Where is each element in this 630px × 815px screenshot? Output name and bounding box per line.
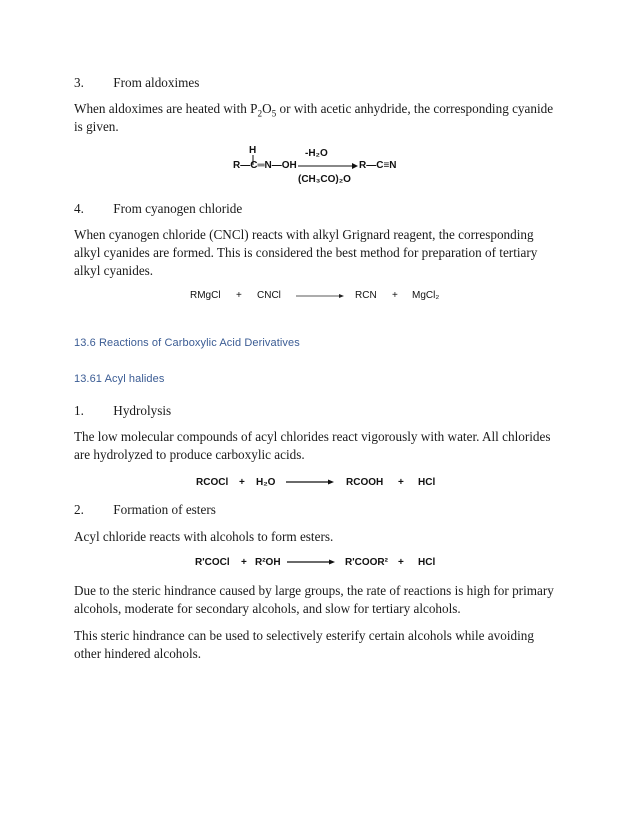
reaction-product-c: RCN — [355, 290, 377, 301]
section-title: From cyanogen chloride — [113, 201, 243, 216]
reaction-condition-above: -H₂O — [305, 148, 328, 159]
section-heading-13-6: 13.6 Reactions of Carboxylic Acid Derivatives — [74, 337, 300, 349]
reaction-plus: + — [236, 290, 242, 301]
section-number: 1. — [74, 403, 84, 418]
reaction-plus: + — [392, 290, 398, 301]
reaction-plus: + — [241, 557, 247, 568]
reaction-arrow — [296, 293, 344, 299]
reaction-product-c: R'COOR² — [345, 557, 388, 568]
paragraph-selective: This steric hindrance can be used to selectively esterify certain alcohols while avoiding other hindered alcohols. — [74, 628, 534, 661]
reaction-plus: + — [398, 477, 404, 488]
reaction-product-d: HCl — [418, 557, 436, 568]
reaction-arrow — [287, 559, 335, 565]
section-3-heading — [74, 74, 560, 92]
paragraph-esters: Acyl chloride reacts with alcohols to form esters. — [74, 529, 334, 544]
reaction-condition-below: (CH₃CO)₂O — [298, 174, 351, 185]
reaction-reactant-a: RCOCl — [196, 477, 229, 488]
reaction-product-d: MgCl₂ — [412, 290, 440, 301]
section-2-heading — [74, 501, 560, 519]
section-number: 2. — [74, 502, 84, 517]
section-heading-13-61: 13.61 Acyl halides — [74, 373, 165, 385]
section-title: Formation of esters — [113, 502, 216, 517]
paragraph-hydrolysis: The low molecular compounds of acyl chlorides react vigorously with water. All chlorides are hydrolyzed to produce carboxylic acids. — [74, 429, 551, 462]
section-number: 3. — [74, 75, 84, 90]
reaction-h-label: H — [249, 145, 257, 156]
reaction-reactant: R—C═N—OH — [233, 160, 297, 171]
reaction-reactant-b: R²OH — [255, 557, 281, 568]
reaction-reactant-b: H₂O — [256, 477, 276, 488]
section-title: From aldoximes — [113, 75, 200, 90]
section-title: Hydrolysis — [113, 403, 172, 418]
reaction-product-c: RCOOH — [346, 477, 384, 488]
section-4-heading — [74, 200, 560, 218]
reaction-reactant-b: CNCl — [257, 290, 281, 301]
reaction-reactant-a: R'COCl — [195, 557, 230, 568]
reaction-product: R—C≡N — [359, 160, 397, 171]
reaction-plus: + — [398, 557, 404, 568]
reaction-arrow — [286, 479, 334, 485]
reaction-plus: + — [239, 477, 245, 488]
reaction-reactant-a: RMgCl — [190, 290, 221, 301]
reaction-arrow — [298, 162, 358, 170]
reaction-product-d: HCl — [418, 477, 436, 488]
section-number: 4. — [74, 201, 84, 216]
paragraph-cyanogen: When cyanogen chloride (CNCl) reacts with alkyl Grignard reagent, the corresponding alkyl cyanides are formed. This is considered the best method for preparation of tertiary alkyl cyanides. — [74, 227, 538, 278]
paragraph-aldoximes: When aldoximes are heated with $P_2O_5$ or with acetic anhydride, the corresponding cyanide is given. — [74, 101, 554, 134]
paragraph-steric: Due to the steric hindrance caused by large groups, the rate of reactions is high for primary alcohols, moderate for secondary alcohols, and slow for tertiary alcohols. — [74, 583, 554, 616]
section-1-heading — [74, 402, 560, 420]
